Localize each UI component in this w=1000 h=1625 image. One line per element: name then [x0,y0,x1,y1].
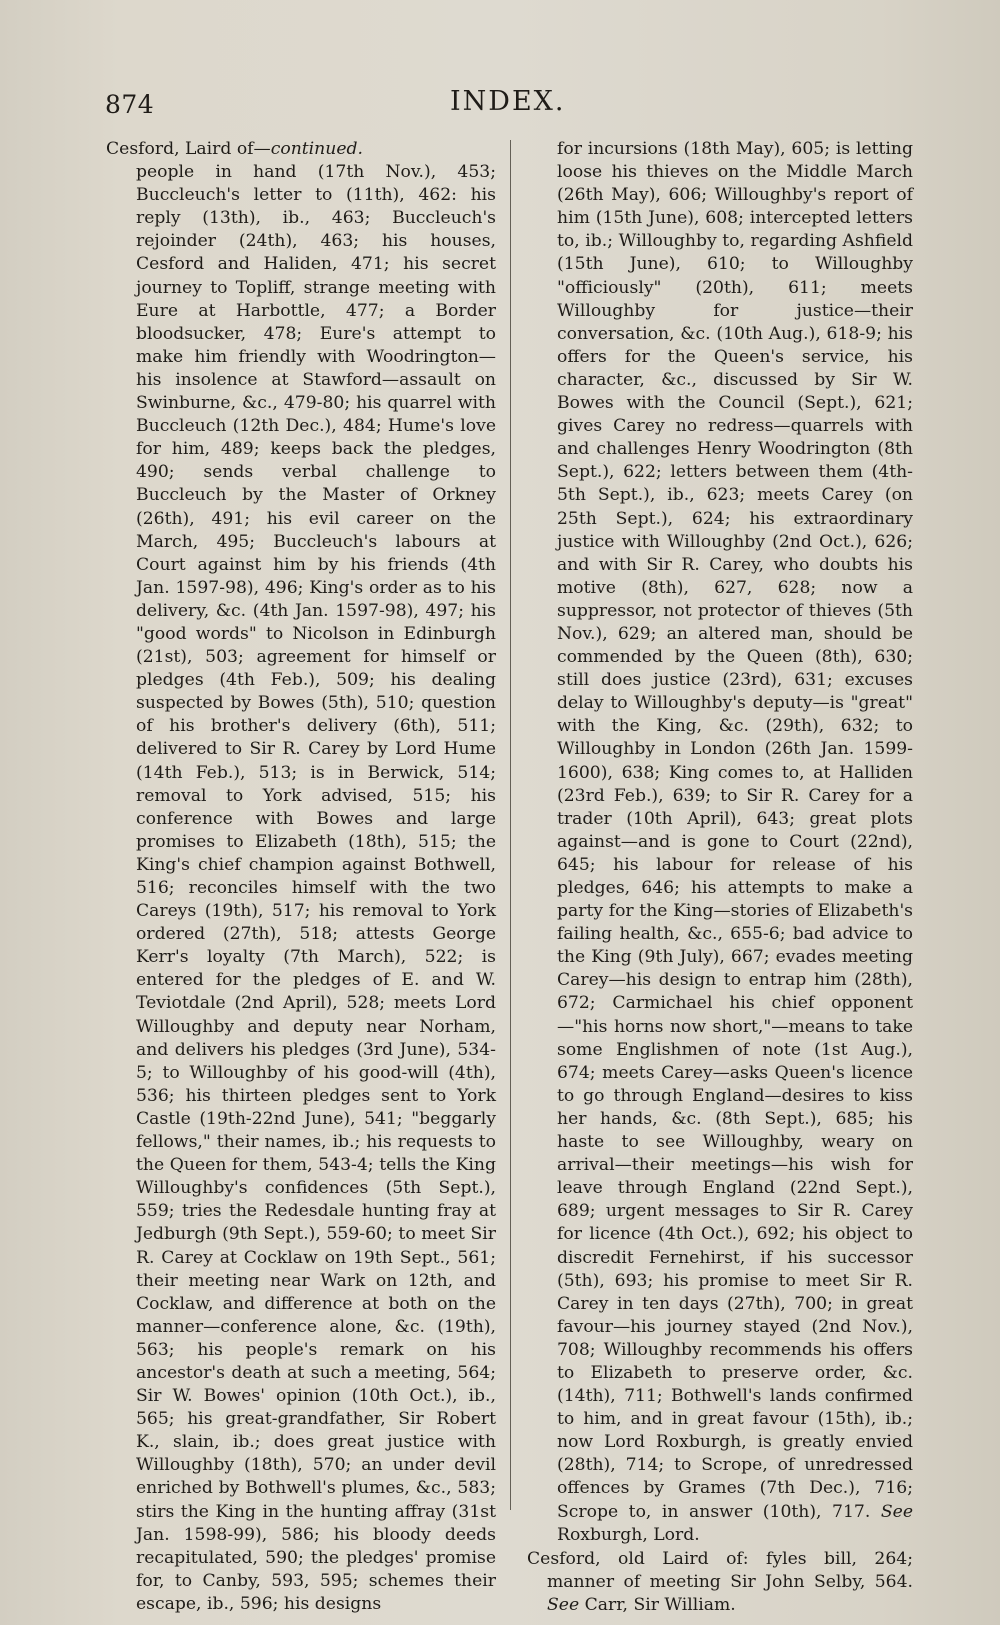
entry-heading-name: Cesford, Laird of— [106,139,271,159]
continued-label: continued. [270,139,363,159]
see-reference-target: Roxburgh, Lord. [557,1524,700,1545]
see-reference-target: Carr, Sir William. [584,1594,736,1615]
running-head: INDEX. [450,86,566,117]
page-number: 874 [105,90,155,119]
column-divider [510,140,511,1510]
index-entry-old-laird [527,1548,913,1617]
entry-continuation-right [527,138,913,1547]
entry-heading [106,138,496,161]
index-entry-old-laird-text: Cesford, old Laird of: fyles bill, 264; manner of meeting Sir John Selby, 564. [527,1548,913,1592]
left-column [106,138,496,1617]
see-reference-label: See [547,1594,580,1615]
right-column [527,138,913,1618]
entry-continuation-left: people in hand (17th Nov.), 453; Buccleuch's letter to (11th), 462: his reply (13th), ib., 463; Buccleuch's rejoinder (24th), 463; his houses, Cesford and Haliden, 471; his secret journey to Topliff, strange meeting with Eure at Harbottle, 477; a Border bloodsucker, 478; Eure's attempt to make him friendly with Woodrington—his insolence at Stawford—assault on Swinburne, &c., 479-80; his quarrel with Buccleuch (12th Dec.), 484; Hume's love for him, 489; keeps back the pledges, 490; sends verbal challenge to Buccleuch by the Master of Orkney (26th), 491; his evil career on the March, 495; Buccleuch's labours at Court against him by his friends (4th Jan. 1597-98), 496; King's order as to his delivery, &c. (4th Jan. 1597-98), 497; his "good words" to Nicolson in Edinburgh (21st), 503; agreement for himself or pledges (4th Feb.), 509; his dealing suspected by Bowes (5th), 510; question of his brother's delivery (6th), 511; delivered to Sir R. Carey by Lord Hume (14th Feb.), 513; is in Berwick, 514; removal to York advised, 515; his conference with Bowes and large promises to Elizabeth (18th), 515; the King's chief champion against Bothwell, 516; reconciles himself with the two Careys (19th), 517; his removal to York ordered (27th), 518; attests George Kerr's loyalty (7th March), 522; is entered for the pledges of E. and W. Teviotdale (2nd April), 528; meets Lord Willoughby and deputy near Norham, and delivers his pledges (3rd June), 534-5; to Willoughby of his good-will (4th), 536; his thirteen pledges sent to York Castle (19th-22nd June), 541; "beggarly fellows," their names, ib.; his requests to the Queen for them, 543-4; tells the King Willoughby's confidences (5th Sept.), 559; tries the Redesdale hunting fray at Jedburgh (9th Sept.), 559-60; to meet Sir R. Carey at Cocklaw on 19th Sept., 561; their meeting near Wark on 12th, and Cocklaw, and difference at both on the manner—conference alone, &c. (19th), 563; his people's remark on his ancestor's death at such a meeting, 564; Sir W. Bowes' opinion (10th Oct.), ib., 565; his great-grandfather, Sir Robert K., slain, ib.; does great justice with Willoughby (18th), 570; an under devil enriched by Bothwell's plumes, &c., 583; stirs the King in the hunting affray (31st Jan. 1598-99), 586; his bloody deeds recapitulated, 590; the pledges' promise for, to Canby, 593, 595; schemes their escape, ib., 596; his designs [136,162,496,1614]
entry-continuation-right-text: for incursions (18th May), 605; is letting loose his thieves on the Middle March (26th May), 606; Willoughby's report of him (15th June), 608; intercepted letters to, ib.; Willoughby to, regarding Ashfield (15th June), 610; to Willoughby "officiously" (20th), 611; meets Willoughby for justice—their conversation, &c. (10th Aug.), 618-9; his offers for the Queen's service, his character, &c., discussed by Sir W. Bowes with the Council (Sept.), 621; gives Carey no redress—quarrels with and challenges Henry Woodrington (8th Sept.), 622; letters between them (4th-5th Sept.), ib., 623; meets Carey (on 25th Sept.), 624; his extraordinary justice with Willoughby (2nd Oct.), 626; and with Sir R. Carey, who doubts his motive (8th), 627, 628; now a suppressor, not protector of thieves (5th Nov.), 629; an altered man, should be commended by the Queen (8th), 630; still does justice (23rd), 631; excuses delay to Willoughby's deputy—is "great" with the King, &c. (29th), 632; to Willoughby in London (26th Jan. 1599-1600), 638; King comes to, at Halliden (23rd Feb.), 639; to Sir R. Carey for a trader (10th April), 643; great plots against—and is gone to Court (22nd), 645; his labour for release of his pledges, 646; his attempts to make a party for the King—stories of Elizabeth's failing health, &c., 655-6; bad advice to the King (9th July), 667; evades meeting Carey—his design to entrap him (28th), 672; Carmichael his chief opponent—"his horns now short,"—means to take some Englishmen of note (1st Aug.), 674; meets Carey—asks Queen's licence to go through England—desires to kiss her hands, &c. (8th Sept.), 685; his haste to see Willoughby, weary on arrival—their meetings—his wish for leave through England (22nd Sept.), 689; urgent messages to Sir R. Carey for licence (4th Oct.), 692; his object to discredit Fernehirst, if his successor (5th), 693; his promise to meet Sir R. Carey in ten days (27th), 700; in great favour—his journey stayed (2nd Nov.), 708; Willoughby recommends his offers to Elizabeth to preserve order, &c. (14th), 711; Bothwell's lands confirmed to him, and in great favour (15th), ib.; now Lord Roxburgh, is greatly envied (28th), 714; to Scrope, of unredressed offences by Grames (7th Dec.), 716; Scrope to, in answer (10th), 717. [557,139,913,1522]
see-reference-label: See [880,1501,914,1522]
